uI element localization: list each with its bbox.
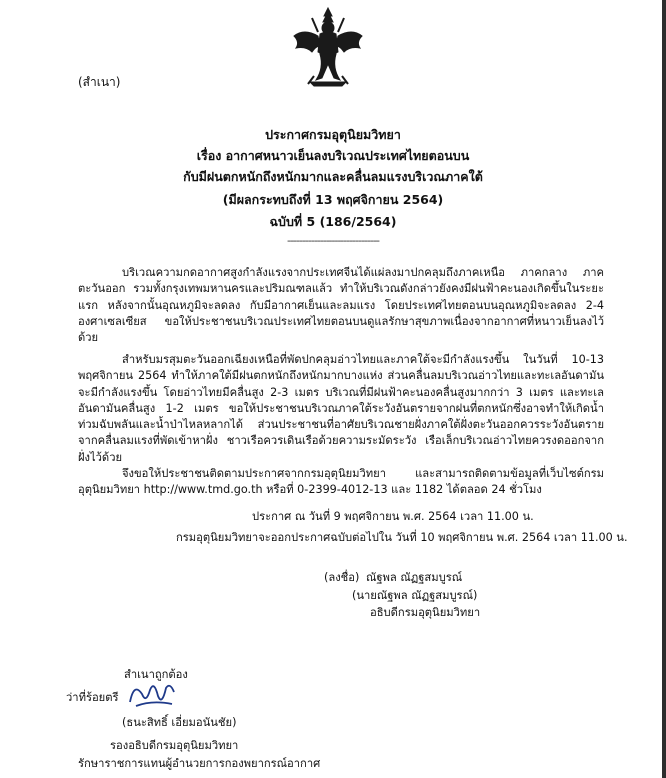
issue-number: ฉบับที่ 5 (186/2564) (269, 214, 397, 229)
body-paragraph-1 (78, 265, 604, 346)
copy-mark: (สำเนา) (78, 75, 121, 89)
paragraph-1-text: บริเวณความกดอากาศสูงกำลังแรงจากประเทศจีนได้แผ่ลงมาปกคลุมถึงภาคเหนือ ภาคกลาง ภาคตะวันออก รวมทั้งกรุงเทพมหานครและปริมณฑลแล้ว ทำให้บริเวณดังกล่าวยังคงมีฝนฟ้าคะนองเกิดขึ้นในระยะแรก หลังจากนั้นอุณหภูมิจะลดลง กับมีอากาศเย็นและลมแรง โดยประเทศไทยตอนบนอุณหภูมิจะลดลง 2-4 องศาเซลเซียส ขอให้ประชาชนบริเวณประเทศไทยตอนบนดูแลรักษาสุขภาพเนื่องจากอากาศที่หนาวเย็นลงไว้ด้วย (78, 266, 604, 345)
announcement-subject-continued: กับมีฝนตกหนักถึงหนักมากและคลื่นลมแรงบริเวณภาคใต้ (183, 169, 483, 184)
paragraph-3-text: จึงขอให้ประชาชนติดตามประกาศจากกรมอุตุนิยมวิทยา และสามารถติดตามข้อมูลที่เว็บไซต์กรมอุตุนิยมวิทยา http://www.tmd.go.th หรือที่ 0-2399-4012-13 และ 1182 ได้ตลอด 24 ชั่วโมง (78, 467, 604, 497)
body-paragraph-2 (78, 352, 604, 466)
signatory-name: ณัฐพล ณัฏฐสมบูรณ์ (366, 571, 463, 584)
certifier-acting-role: รักษาราชการแทนผู้อำนวยการกองพยากรณ์อากาศ (78, 757, 321, 770)
announcement-subject: เรื่อง อากาศหนาวเย็นลงบริเวณประเทศไทยตอนบน (196, 148, 470, 163)
certified-copy-label: สำเนาถูกต้อง (124, 668, 188, 681)
announcement-title: ประกาศกรมอุตุนิยมวิทยา (265, 127, 401, 142)
signatory-position: อธิบดีกรมอุตุนิยมวิทยา (370, 606, 481, 619)
garuda-emblem-icon (290, 6, 366, 90)
next-issue-date: กรมอุตุนิยมวิทยาจะออกประกาศฉบับต่อไปใน วันที่ 10 พฤศจิกายน พ.ศ. 2564 เวลา 11.00 น. (176, 531, 628, 544)
effective-period: (มีผลกระทบถึงที่ 13 พฤศจิกายน 2564) (222, 192, 444, 207)
issued-date: ประกาศ ณ วันที่ 9 พฤศจิกายน พ.ศ. 2564 เวลา 11.00 น. (252, 510, 534, 523)
body-paragraph-3 (78, 466, 604, 499)
certifier-position: รองอธิบดีกรมอุตุนิยมวิทยา (110, 739, 239, 752)
title-divider: ------------------------------- (286, 234, 380, 247)
handwritten-signature (126, 676, 178, 710)
certifier-rank: ว่าที่ร้อยตรี (66, 691, 119, 704)
certifier-name: (ธนะสิทธิ์ เอี่ยมอนันชัย) (122, 716, 237, 729)
right-edge-bar (662, 0, 666, 778)
paragraph-2-text: สำหรับมรสุมตะวันออกเฉียงเหนือที่พัดปกคลุมอ่าวไทยและภาคใต้จะมีกำลังแรงขึ้น ในวันที่ 10-13 พฤศจิกายน 2564 ทำให้ภาคใต้มีฝนตกหนักถึงหนักมากบางแห่ง ส่วนคลื่นลมบริเวณอ่าวไทยและทะเลอันดามันจะมีกำลังแรงขึ้น โดยอ่าวไทยมีคลื่นสูง 2-3 เมตร บริเวณที่มีฝนฟ้าคะนองคลื่นสูงมากกว่า 3 เมตร และทะเลอันดามันคลื่นสูง 1-2 เมตร ขอให้ประชาชนบริเวณภาคใต้ระวังอันตรายจากฝนที่ตกหนักซึ่งอาจทำให้เกิดน้ำท่วมฉับพลันและน้ำป่าไหลหลากได้ ส่วนประชาชนที่อาศัยบริเวณชายฝั่งภาคใต้ฝั่งตะวันออกควรระวังอันตรายจากคลื่นลมแรงที่พัดเข้าหาฝั่ง ชาวเรือควรเดินเรือด้วยความระมัดระวัง เรือเล็กบริเวณอ่าวไทยควรงดออกจากฝั่งไว้ด้วย (78, 353, 604, 464)
signature-label: (ลงชื่อ) (324, 571, 360, 584)
signatory-full-name: (นายณัฐพล ณัฏฐสมบูรณ์) (352, 589, 478, 602)
